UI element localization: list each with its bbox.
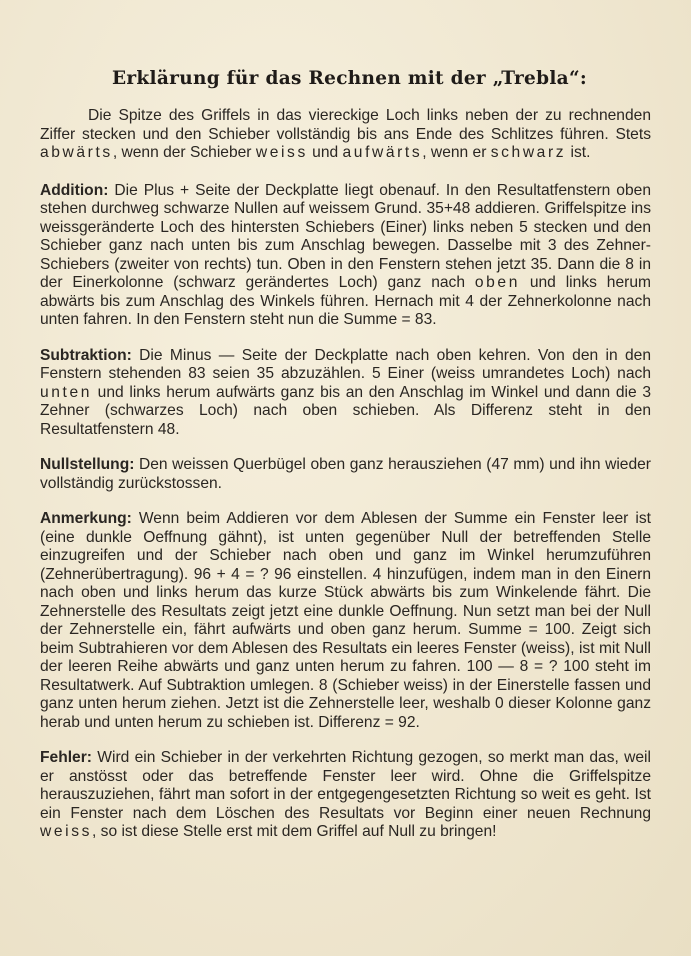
addition-text-1: Die Plus + Seite der Deckplatte liegt obenauf. In den Resultatfenstern oben stehen durchweg schwarze Nullen auf weissem Grund. 35+48 addieren. Griffelspitze ins weissgeränderte Loch des hintersten Schiebers (Einer) links neben 5 stecken und den Schieber ganz nach unten bis zum Anschlag bewegen. Dasselbe mit 3 des Zehner-Schiebers (zweiter von rechts) tun. Oben in den Fenstern stehen jetzt 35. Dann die 8 in der Einerkolonne (schwarz gerändertes Loch) ganz nach — [40, 181, 651, 291]
subtraktion-text-1: Die Minus — Seite der Deckplatte nach oben kehren. Von den in den Fenstern stehenden 83 seien 35 abzuzählen. 5 Einer (weiss umrandetes Loch) nach — [40, 346, 651, 382]
fehler-heading: Fehler: — [40, 749, 92, 766]
subtraktion-text-2: und links herum aufwärts ganz bis an den Anschlag im Winkel und dann die 3 Zehner (schwarzes Loch) nach oben schieben. Als Differenz steht in den Resultatfenstern 48. — [40, 383, 651, 438]
intro-text-3: und — [307, 144, 343, 161]
fehler-section — [40, 749, 651, 842]
intro-emphasis-weiss: weiss — [255, 144, 308, 161]
intro-emphasis-schwarz: schwarz — [490, 144, 567, 161]
subtraktion-section — [40, 347, 651, 440]
page-title: Erklärung für das Rechnen mit der „Trebla“: — [111, 68, 588, 89]
subtraktion-heading: Subtraktion: — [40, 346, 132, 364]
intro-text-4: , wenn er — [422, 144, 491, 161]
intro-text-5: ist. — [566, 144, 591, 161]
anmerkung-section — [40, 510, 651, 732]
intro-emphasis-aufwaerts: aufwärts — [342, 144, 423, 161]
addition-heading: Addition: — [40, 181, 109, 199]
addition-section — [40, 182, 651, 330]
fehler-emphasis-weiss: weiss — [40, 823, 92, 840]
nullstellung-text: Den weissen Querbügel oben ganz herausziehen (47 mm) und ihn wieder vollständig zurückstossen. — [40, 456, 651, 492]
anmerkung-heading: Anmerkung: — [40, 510, 132, 527]
intro-emphasis-abwaerts: abwärts — [40, 144, 113, 161]
nullstellung-section — [40, 456, 651, 493]
fehler-text-2: , so ist diese Stelle erst mit dem Griffel auf Null zu bringen! — [92, 823, 497, 840]
intro-text-2: , wenn der Schieber — [112, 144, 256, 161]
anmerkung-text: Wenn beim Addieren vor dem Ablesen der Summe ein Fenster leer ist (eine dunkle Oeffnung gähnt), ist unten gegenüber Null der betreffenden Stelle einzugreifen und der Schieber nach oben und ganz im Winkel herumzuführen (Zehnerübertragung). 96 + 4 = ? 96 einstellen. 4 hinzufügen, indem man in den Einern nach oben und links herum das kurze Stück abwärts bis zum Winkelende fährt. Die Zehnerstelle des Resultats zeigt jetzt eine dunkle Oeffnung. Nun setzt man bei der Null der Zehnerstelle ein, fährt aufwärts und oben ganz herum. Summe = 100. Zeigt sich beim Subtrahieren vor dem Ablesen des Resultats ein leeres Fenster (weiss), ist mit Null der leeren Reihe abwärts und ganz unten herum zu fahren. 100 — 8 = ? 100 steht im Resultatwerk. Auf Subtraktion umlegen. 8 (Schieber weiss) in der Einerstelle fassen und ganz unten herum ziehen. Jetzt ist die Zehnerstelle leer, weshalb 0 dieser Kolonne ganz herab und unten herum zu schieben ist. Differenz = 92. — [40, 510, 651, 731]
intro-paragraph — [40, 107, 651, 163]
subtraktion-emphasis-unten: unten — [40, 383, 93, 401]
fehler-text-1: Wird ein Schieber in der verkehrten Richtung gezogen, so merkt man das, weil er anstösst oder das betreffende Fenster leer wird. Ohne die Griffelspitze herauszuziehen, fährt man sofort in der entgegengesetzten Richtung so weit es geht. Ist ein Fenster nach dem Löschen des Resultats vor Beginn einer neuen Rechnung — [40, 749, 651, 822]
addition-emphasis-oben: oben — [474, 274, 520, 291]
intro-text-1: Die Spitze des Griffels in das viereckige Loch links neben der zu rechnenden Ziffer stecken und den Schieber vollständig bis ans Ende des Schlitzes führen. Stets — [40, 107, 651, 143]
addition-text-2: und links herum abwärts bis zum Anschlag des Winkels führen. Hernach mit 4 der Zehnerkolonne nach unten fahren. In den Fenstern steht nun die Summe = 83. — [40, 274, 651, 328]
nullstellung-heading: Nullstellung: — [40, 456, 135, 473]
